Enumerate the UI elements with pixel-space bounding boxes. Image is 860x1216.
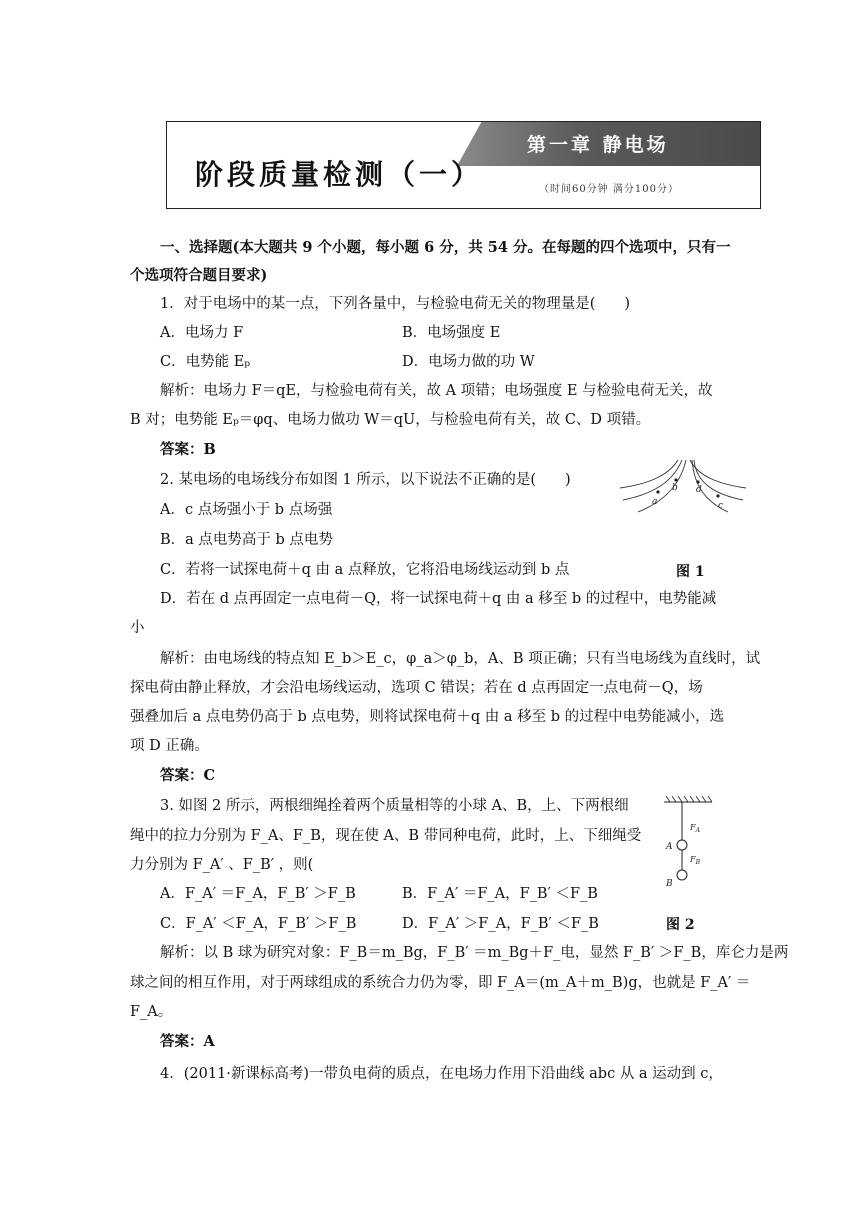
question-3-cont1: 绳中的拉力分别为 F_A、F_B，现在使 A、B 带同种电荷，此时，上、下细绳受 — [130, 828, 642, 844]
point-a — [656, 490, 659, 493]
q3-answer: 答案：A — [160, 1033, 215, 1050]
label-b: b — [672, 483, 678, 493]
chapter-title: 第一章 静电场 — [527, 134, 669, 156]
question-3: 3. 如图 2 所示，两根细绳拴着两个质量相等的小球 A、B，上、下两根细 — [160, 798, 629, 814]
question-4: 4．(2011·新课标高考)一带负电荷的质点，在电场力作用下沿曲线 abc 从 a 运动到 c， — [160, 1066, 723, 1082]
label-ball-a: A — [666, 842, 673, 852]
question-3-cont2: 力分别为 F_A′ 、F_B′ ，则( — [130, 857, 314, 873]
q1-analysis-cont: B 对；电势能 Eₚ＝φq、电场力做功 W＝qU，与检验电荷有关，故 C、D 项错。 — [130, 412, 651, 428]
label-fb: $F_B$ — [690, 855, 700, 866]
q2-option-c: C．若将一试探电荷＋q 由 a 点释放，它将沿电场线运动到 b 点 — [160, 562, 570, 578]
q2-analysis: 解析：由电场线的特点知 E_b＞E_c，φ_a＞φ_b，A、B 项正确；只有当电场线为直线时，试 — [160, 651, 761, 667]
q2-option-d-cont: 小 — [130, 620, 145, 636]
section-heading: 一、选择题(本大题共 9 个小题，每小题 6 分，共 54 分。在每题的四个选项中，只有一 — [160, 239, 731, 256]
q3-analysis-cont2: F_A。 — [130, 1004, 173, 1020]
point-c — [716, 494, 719, 497]
q3-option-d: D．F_A′ ＞F_A，F_B′ ＜F_B — [402, 916, 599, 932]
q3-analysis-cont1: 球之间的相互作用，对于两球组成的系统合力仍为零，即 F_A＝(m_A＋m_B)g，也就是 F_A′ ＝ — [130, 975, 751, 991]
label-fa: $F_A$ — [690, 823, 700, 834]
q1-option-d: D．电场力做的功 W — [402, 354, 535, 370]
q1-option-c: C．电势能 Eₚ — [160, 354, 251, 370]
q2-option-d: D．若在 d 点再固定一点电荷－Q，将一试探电荷＋q 由 a 移至 b 的过程中，电势能减 — [160, 591, 717, 607]
q2-option-b: B．a 点电势高于 b 点电势 — [160, 532, 333, 548]
figure-2-hanging-balls — [658, 796, 718, 896]
figure-1-label: 图 1 — [676, 564, 705, 580]
point-b — [674, 478, 677, 481]
question-2: 2. 某电场的电场线分布如图 1 所示，以下说法不正确的是( ) — [160, 472, 571, 488]
q2-analysis-cont2: 强叠加后 a 点电势仍高于 b 点电势，则将试探电荷＋q 由 a 移至 b 的过程中电势能减小，选 — [130, 709, 725, 725]
q3-option-b: B．F_A′ ＝F_A，F_B′ ＜F_B — [402, 886, 598, 902]
ball-b — [677, 870, 687, 880]
q1-option-b: B．电场强度 E — [402, 325, 501, 341]
q2-analysis-cont1: 探电荷由静止释放，才会沿电场线运动，选项 C 错误；若在 d 点再固定一点电荷－Q，场 — [130, 680, 703, 696]
label-d: d — [696, 485, 702, 495]
q3-option-a: A．F_A′ ＝F_A，F_B′ ＞F_B — [160, 886, 356, 902]
figure-1-field-lines — [618, 458, 748, 518]
q2-answer: 答案：C — [160, 767, 216, 784]
q2-analysis-cont3: 项 D 正确。 — [130, 738, 209, 754]
ball-a — [677, 840, 687, 850]
q2-option-a: A．c 点场强小于 b 点场强 — [160, 502, 333, 518]
q1-option-a: A．电场力 F — [160, 325, 244, 341]
q1-analysis: 解析：电场力 F＝qE，与检验电荷有关，故 A 项错；电场强度 E 与检验电荷无关，故 — [160, 383, 713, 399]
header-banner — [166, 121, 761, 209]
q3-option-c: C．F_A′ ＜F_A，F_B′ ＞F_B — [160, 916, 357, 932]
figure-2-label: 图 2 — [666, 917, 695, 933]
label-a: a — [652, 497, 658, 507]
section-heading-cont: 个选项符合题目要求) — [130, 267, 268, 284]
time-note: （时间60分钟 满分100分） — [539, 184, 679, 195]
label-ball-b: B — [666, 879, 673, 889]
q3-analysis: 解析：以 B 球为研究对象：F_B＝m_Bg，F_B′ ＝m_Bg＋F_电，显然 F_B′ ＞F_B，库仑力是两 — [160, 945, 789, 961]
point-d — [696, 480, 699, 483]
q1-answer: 答案：B — [160, 441, 216, 458]
page-title: 阶段质量检测（一） — [195, 158, 484, 191]
question-1: 1．对于电场中的某一点，下列各量中，与检验电荷无关的物理量是( ) — [160, 296, 631, 312]
label-c: c — [718, 501, 724, 511]
